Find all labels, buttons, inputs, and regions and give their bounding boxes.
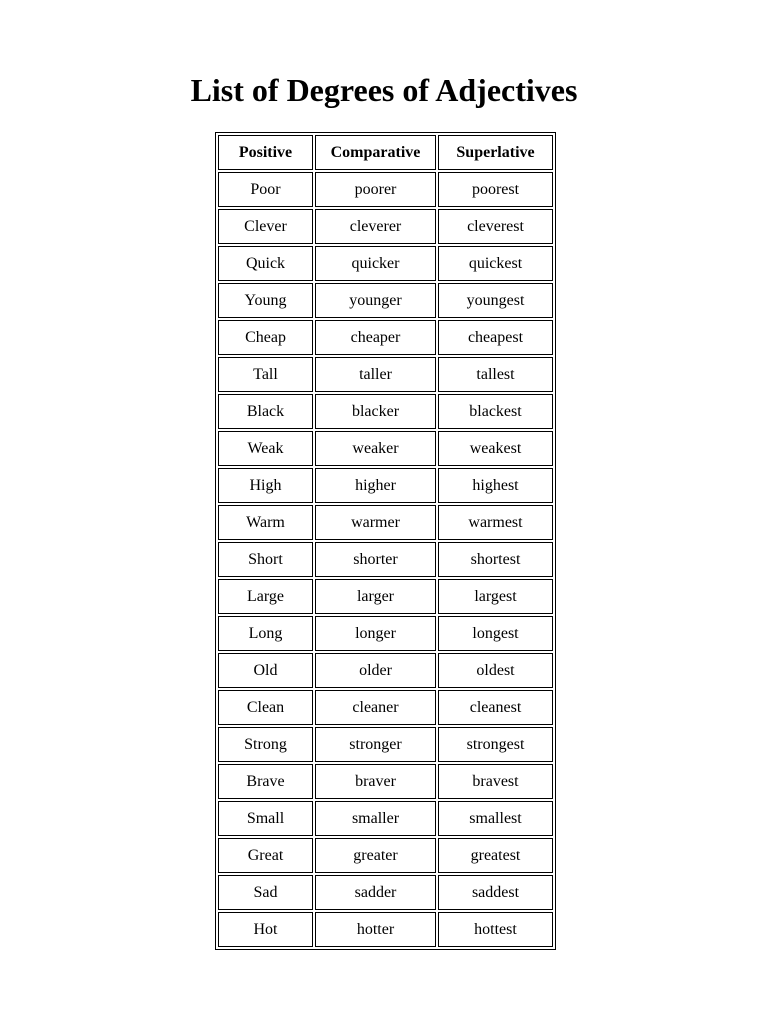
superlative-cell: bravest: [438, 764, 553, 799]
table-row: [218, 431, 553, 466]
comparative-cell: taller: [315, 357, 436, 392]
table-row: [218, 653, 553, 688]
positive-cell: Warm: [218, 505, 313, 540]
comparative-cell: braver: [315, 764, 436, 799]
positive-cell: Sad: [218, 875, 313, 910]
header-superlative: Superlative: [438, 135, 553, 170]
table-row: [218, 246, 553, 281]
comparative-cell: older: [315, 653, 436, 688]
table-body: [218, 172, 553, 947]
positive-cell: Poor: [218, 172, 313, 207]
comparative-cell: cheaper: [315, 320, 436, 355]
table-row: [218, 172, 553, 207]
table-row: [218, 764, 553, 799]
comparative-cell: shorter: [315, 542, 436, 577]
positive-cell: Hot: [218, 912, 313, 947]
comparative-cell: warmer: [315, 505, 436, 540]
table-row: [218, 727, 553, 762]
table-row: [218, 468, 553, 503]
table-row: [218, 394, 553, 429]
comparative-cell: younger: [315, 283, 436, 318]
positive-cell: Short: [218, 542, 313, 577]
superlative-cell: youngest: [438, 283, 553, 318]
comparative-cell: sadder: [315, 875, 436, 910]
superlative-cell: cleverest: [438, 209, 553, 244]
comparative-cell: larger: [315, 579, 436, 614]
comparative-cell: quicker: [315, 246, 436, 281]
page-title: List of Degrees of Adjectives: [190, 72, 578, 108]
table-row: [218, 579, 553, 614]
table-row: [218, 283, 553, 318]
positive-cell: High: [218, 468, 313, 503]
superlative-cell: longest: [438, 616, 553, 651]
superlative-cell: cheapest: [438, 320, 553, 355]
positive-cell: Cheap: [218, 320, 313, 355]
comparative-cell: higher: [315, 468, 436, 503]
table-row: [218, 912, 553, 947]
positive-cell: Strong: [218, 727, 313, 762]
positive-cell: Quick: [218, 246, 313, 281]
table-row: [218, 838, 553, 873]
superlative-cell: highest: [438, 468, 553, 503]
superlative-cell: blackest: [438, 394, 553, 429]
header-positive: Positive: [218, 135, 313, 170]
table-row: [218, 801, 553, 836]
comparative-cell: cleverer: [315, 209, 436, 244]
table-row: [218, 320, 553, 355]
positive-cell: Great: [218, 838, 313, 873]
superlative-cell: smallest: [438, 801, 553, 836]
comparative-cell: cleaner: [315, 690, 436, 725]
comparative-cell: hotter: [315, 912, 436, 947]
table-row: [218, 542, 553, 577]
positive-cell: Brave: [218, 764, 313, 799]
comparative-cell: longer: [315, 616, 436, 651]
table-row: [218, 616, 553, 651]
superlative-cell: shortest: [438, 542, 553, 577]
comparative-cell: stronger: [315, 727, 436, 762]
positive-cell: Old: [218, 653, 313, 688]
positive-cell: Weak: [218, 431, 313, 466]
superlative-cell: hottest: [438, 912, 553, 947]
superlative-cell: weakest: [438, 431, 553, 466]
table-row: [218, 875, 553, 910]
positive-cell: Tall: [218, 357, 313, 392]
table-row: [218, 505, 553, 540]
superlative-cell: greatest: [438, 838, 553, 873]
header-comparative: Comparative: [315, 135, 436, 170]
positive-cell: Black: [218, 394, 313, 429]
superlative-cell: saddest: [438, 875, 553, 910]
positive-cell: Clever: [218, 209, 313, 244]
header-row: [218, 135, 553, 170]
positive-cell: Large: [218, 579, 313, 614]
table-header: [218, 135, 553, 170]
comparative-cell: weaker: [315, 431, 436, 466]
table-row: [218, 357, 553, 392]
comparative-cell: smaller: [315, 801, 436, 836]
superlative-cell: oldest: [438, 653, 553, 688]
superlative-cell: cleanest: [438, 690, 553, 725]
positive-cell: Young: [218, 283, 313, 318]
positive-cell: Clean: [218, 690, 313, 725]
table-row: [218, 690, 553, 725]
superlative-cell: warmest: [438, 505, 553, 540]
comparative-cell: poorer: [315, 172, 436, 207]
adjective-degrees-table: [215, 132, 556, 950]
superlative-cell: largest: [438, 579, 553, 614]
superlative-cell: poorest: [438, 172, 553, 207]
comparative-cell: blacker: [315, 394, 436, 429]
superlative-cell: tallest: [438, 357, 553, 392]
superlative-cell: quickest: [438, 246, 553, 281]
table-row: [218, 209, 553, 244]
positive-cell: Small: [218, 801, 313, 836]
superlative-cell: strongest: [438, 727, 553, 762]
positive-cell: Long: [218, 616, 313, 651]
comparative-cell: greater: [315, 838, 436, 873]
